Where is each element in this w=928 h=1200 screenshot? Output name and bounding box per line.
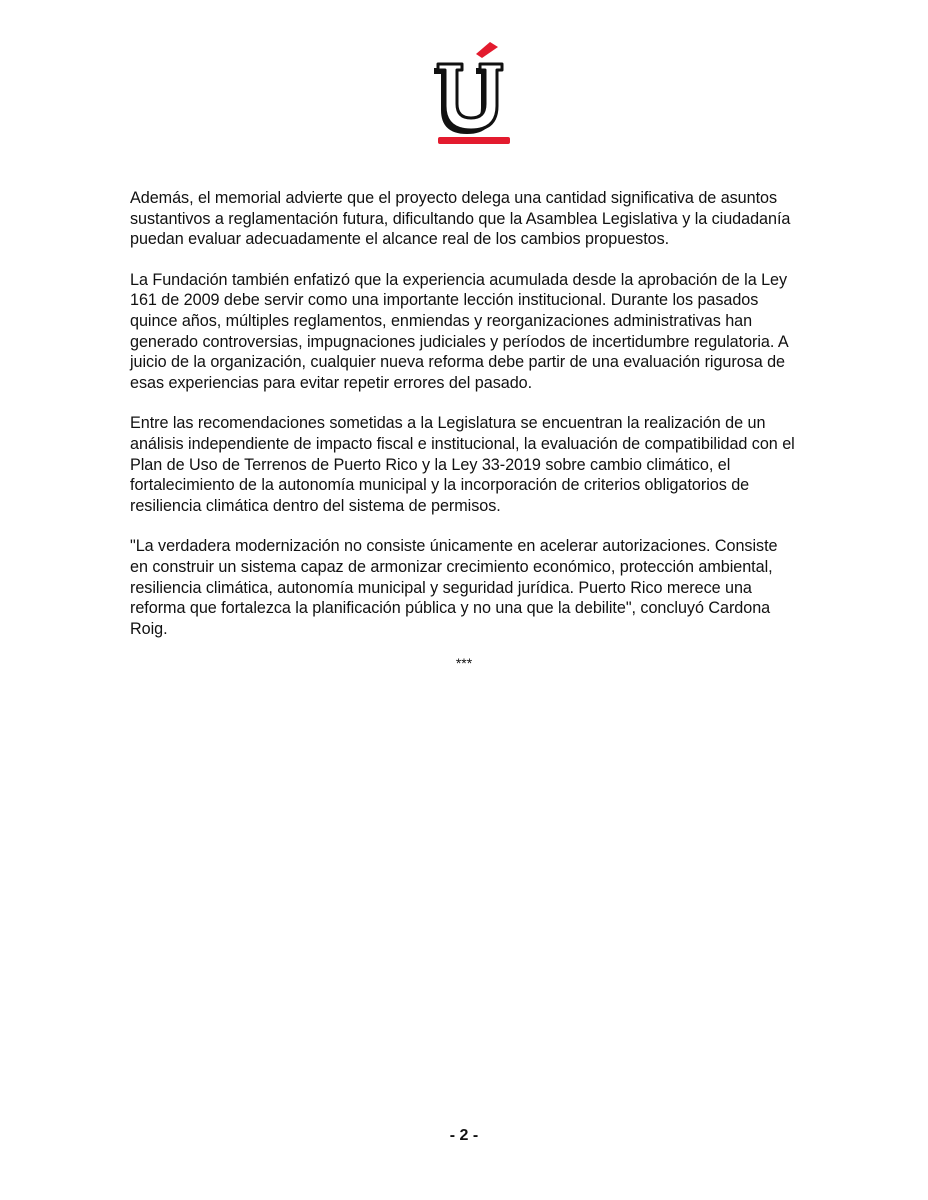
body-text [130, 188, 798, 659]
u-acute-logo-icon [432, 38, 516, 150]
paragraph-1: Además, el memorial advierte que el proyecto delega una cantidad significativa de asuntos sustantivos a reglamentación futura, dificultando que la Asamblea Legislativa y la ciudadanía puedan evaluar adecuadamente el alcance real de los cambios propuestos. [130, 189, 791, 249]
page-number: - 2 - [449, 1127, 479, 1144]
logo [432, 38, 516, 150]
paragraph-3: Entre las recomendaciones sometidas a la Legislatura se encuentran la realización de un análisis independiente de impacto fiscal e institucional, la evaluación de compatibilidad con el Plan de Uso de Terrenos de Puerto Rico y la Ley 33-2019 sobre cambio climático, el fortalecimiento de la autonomía municipal y la incorporación de criterios obligatorios de resiliencia climática dentro del sistema de permisos. [130, 414, 795, 515]
paragraph-2: La Fundación también enfatizó que la experiencia acumulada desde la aprobación de la Ley 161 de 2009 debe servir como una importante lección institucional. Durante los pasados quince años, múltiples reglamentos, enmiendas y reorganizaciones administrativas han generado controversias, impugnaciones judiciales y períodos de incertidumbre regulatoria. A juicio de la organización, cualquier nueva reforma debe partir de una evaluación rigurosa de esas experiencias para evitar repetir errores del pasado. [130, 270, 788, 392]
section-separator: *** [455, 655, 473, 671]
paragraph-4: "La verdadera modernización no consiste únicamente en acelerar autorizaciones. Consiste en construir un sistema capaz de armonizar crecimiento económico, protección ambiental, resiliencia climática, autonomía municipal y seguridad jurídica. Puerto Rico merece una reforma que fortalezca la planificación pública y no una que la debilite", concluyó Cardona Roig. [130, 537, 778, 638]
